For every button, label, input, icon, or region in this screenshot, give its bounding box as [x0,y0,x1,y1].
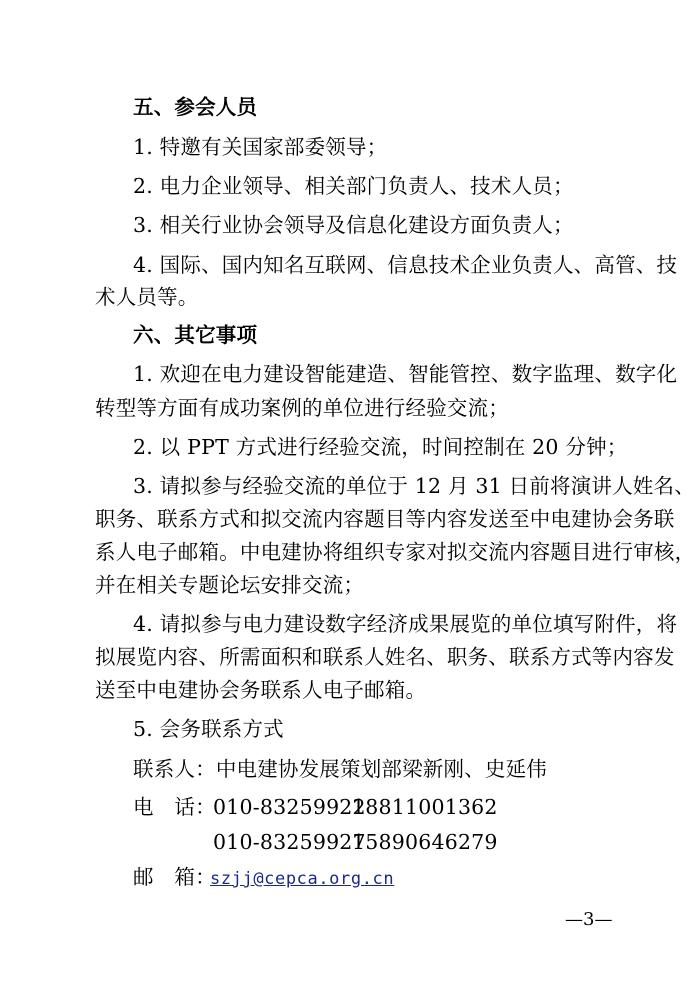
contact-mobile-1: 18811001362 [352,795,498,819]
contact-mobile-2: 15890646279 [352,830,498,854]
contact-phone-row-1 [133,794,216,820]
section5-item-4-cont: 术人员等。 [95,285,199,309]
contact-email-link[interactable]: szjj@cepca.org.cn [210,869,395,889]
section6-item-4-cont-1: 拟展览内容、所需面积和联系人姓名、职务、联系方式等内容发 [95,645,675,669]
section6-item-3-cont-2: 系人电子邮箱。中电建协将组织专家对拟交流内容题目进行审核， [95,540,696,564]
contact-email-link-wrap [210,864,394,892]
contact-person-label: 联系人： [133,757,216,781]
section6-item-1: 1. 欢迎在电力建设智能建造、智能管控、数字监理、数字化 [133,362,678,386]
section6-heading: 六、其它事项 [133,323,258,347]
contact-phone-2: 010-83259927 [213,830,366,854]
section6-item-4: 4. 请拟参与电力建设数字经济成果展览的单位填写附件，将 [133,612,678,636]
section6-item-3-cont-1: 职务、联系方式和拟交流内容题目等内容发送至中电建协会务联 [95,507,675,531]
section6-item-3: 3. 请拟参与经验交流的单位于 12 月 31 日前将演讲人姓名、 [133,474,695,498]
section6-item-3-cont-3: 并在相关专题论坛安排交流； [95,573,365,597]
page-number: —3— [565,909,613,930]
section5-item-3: 3. 相关行业协会领导及信息化建设方面负责人； [133,213,574,237]
section5-heading: 五、参会人员 [133,95,258,119]
contact-email-row [133,864,216,890]
contact-phone-label: 电 话： [133,795,216,819]
section6-item-5: 5. 会务联系方式 [133,717,284,741]
section6-item-1-cont: 转型等方面有成功案例的单位进行经验交流； [95,396,509,420]
contact-person-row [133,756,547,782]
contact-person-value: 中电建协发展策划部梁新刚、史延伟 [215,757,548,781]
section6-item-2: 2. 以 PPT 方式进行经验交流，时间控制在 20 分钟； [133,435,628,459]
section5-item-4: 4. 国际、国内知名互联网、信息技术企业负责人、高管、技 [133,253,678,277]
contact-email-label: 邮 箱： [133,865,216,889]
section5-item-1: 1. 特邀有关国家部委领导； [133,135,388,159]
section5-item-2: 2. 电力企业领导、相关部门负责人、技术人员； [133,174,574,198]
contact-phone-1: 010-83259922 [213,795,366,819]
section6-item-4-cont-2: 送至中电建协会务联系人电子邮箱。 [95,678,427,702]
